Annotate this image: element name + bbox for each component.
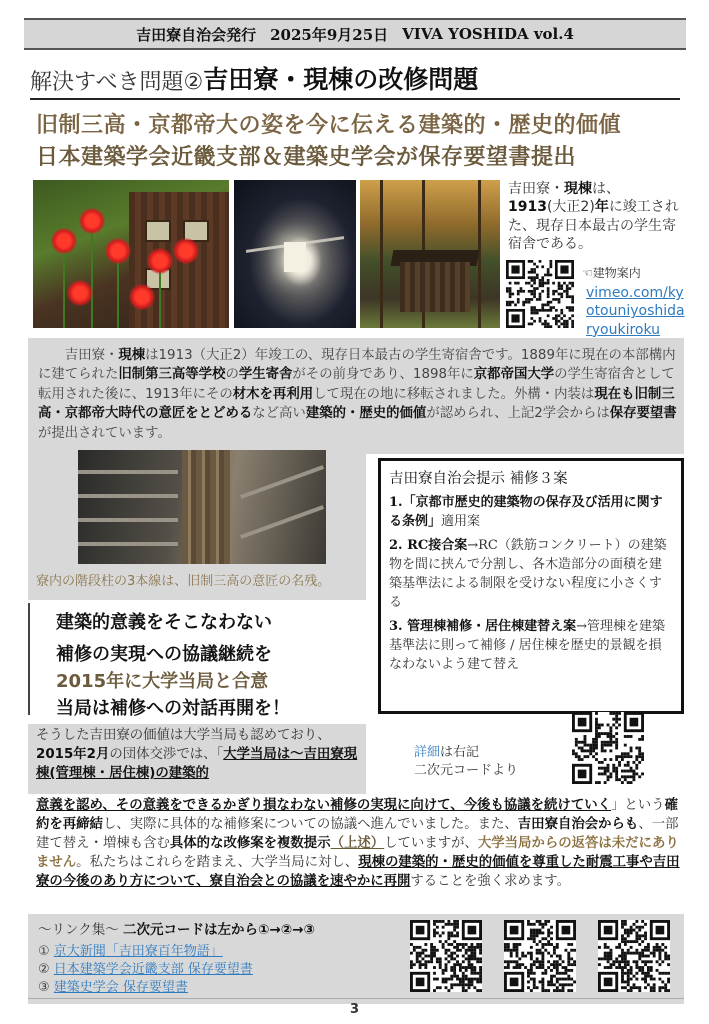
negotiation-paragraph-start: そうした吉田寮の価値は大学当局も認めており、2015年2月の団体交渉では、「大学当局は～吉田寮現棟(管理棟・居住棟)の建築的 (36, 728, 358, 782)
photo-staircase-pillar (78, 450, 326, 564)
slogan-line2: 補修の実現への協議継続を (56, 644, 272, 665)
repair-plans-box (378, 458, 684, 714)
photo-caption: 寮内の階段柱の3本線は、旧制三高の意匠の名残。 (36, 574, 331, 589)
photo-building-at-night (234, 180, 356, 328)
issue-name: VIVA YOSHIDA vol.4 (402, 25, 574, 43)
building-guide-link[interactable]: vimeo.com/kyotouniyoshidaryoukiroku (586, 285, 685, 338)
plan-item-2: 2. RC接合案→RC（鉄筋コンクリート）の建築物を間に挟んで分割し、各木造部分の面積を建築基準法による制限を受けない程度に小さくする (389, 538, 667, 610)
links-title: ～リンク集～ 二次元コードは左から①→②→③ (38, 922, 315, 938)
slogan-line1: 建築的意義をそこなわない (56, 612, 272, 633)
title-prefix: 解決すべき問題② (30, 70, 204, 95)
qr-code-link-3[interactable] (598, 920, 670, 992)
link-item-2[interactable]: ② 日本建築学会近畿支部 保存要望書 (38, 962, 253, 977)
page-number: 3 (349, 1002, 360, 1017)
link-item-3[interactable]: ③ 建築史学会 保存要望書 (38, 980, 188, 995)
plans-title: 吉田寮自治会提示 補修３案 (389, 471, 568, 487)
plan-item-3: 3. 管理棟補修・居住棟建替え案→管理棟を建築基準法に則って補修 / 居住棟を歴史的景観を損なわないよう建て替え (389, 619, 666, 672)
qr-code-details[interactable] (572, 712, 644, 784)
qr-code-link-1[interactable] (410, 920, 482, 992)
detail-note: 詳細は右記 二次元コードより (414, 745, 519, 779)
slogan-line3: 2015年に大学当局と合意 (56, 671, 269, 692)
publisher: 吉田寮自治会発行 (136, 25, 257, 44)
subtitle-line1: 旧制三高・京都帝大の姿を今に伝える建築的・歴史的価値 (36, 113, 622, 138)
issue-date: 2025年9月25日 (270, 25, 389, 44)
photo-building-in-trees (360, 180, 500, 328)
plan-item-1: 1.「京都市歴史的建築物の保存及び活用に関する条例」適用案 (389, 495, 663, 529)
body-paragraph: 吉田寮・現棟は1913（大正2）年竣工の、現存日本最古の学生寄宿舎です。1889年に現在の本部構内に建てられた旧制第三高等学校の学生寄舎がその前身であり、1898年に京都帝国大学の学生寄宿舎として転用された後に、1913年にその材木を再利用して現在の地に移転されました。外構・内装は現在も旧制三高・京都帝大時代の意匠をとどめるなど高い建築的・歴史的価値が認められ、上記2学会からは保存要望書が提出されています。 (38, 348, 677, 441)
subtitle-line2: 日本建築学会近畿支部＆建築史学会が保存要望書提出 (36, 145, 577, 170)
article-title (30, 60, 680, 100)
building-guide-label: ☜建物案内 (582, 266, 641, 280)
photo-building-with-flowers (33, 180, 229, 328)
qr-code-link-2[interactable] (504, 920, 576, 992)
masthead-bar (24, 18, 686, 50)
footer-divider (28, 998, 684, 999)
negotiation-paragraph: 意義を認め、その意義をできるかぎり損なわない補修の実現に向けて、今後も協議を続けていく」という確約を再締結し、実際に具体的な補修案についての協議へ進んでいました。また、吉田寮自治会からも、一部建て替え・増棟も含む具体的な改修案を複数提示（上述）していますが、大学当局からの返答は未だにありません。私たちはこれらを踏まえ、大学当局に対し、現棟の建築的・歴史的価値を尊重した耐震工事や吉田寮の今後のあり方について、寮自治会との協議を速やかに再開することを強く求めます。 (36, 798, 680, 890)
title-main: 吉田寮・現棟の改修問題 (203, 65, 479, 94)
intro-text: 吉田寮・現棟は、 1913(大正2)年に竣工された、現存日本最古の学生寄宿舎である。 (508, 181, 679, 253)
link-item-1[interactable]: ① 京大新聞「吉田寮百年物語」 (38, 944, 223, 959)
slogan-line4: 当局は補修への対話再開を！ (56, 698, 290, 719)
qr-code-building-guide[interactable] (506, 260, 574, 328)
